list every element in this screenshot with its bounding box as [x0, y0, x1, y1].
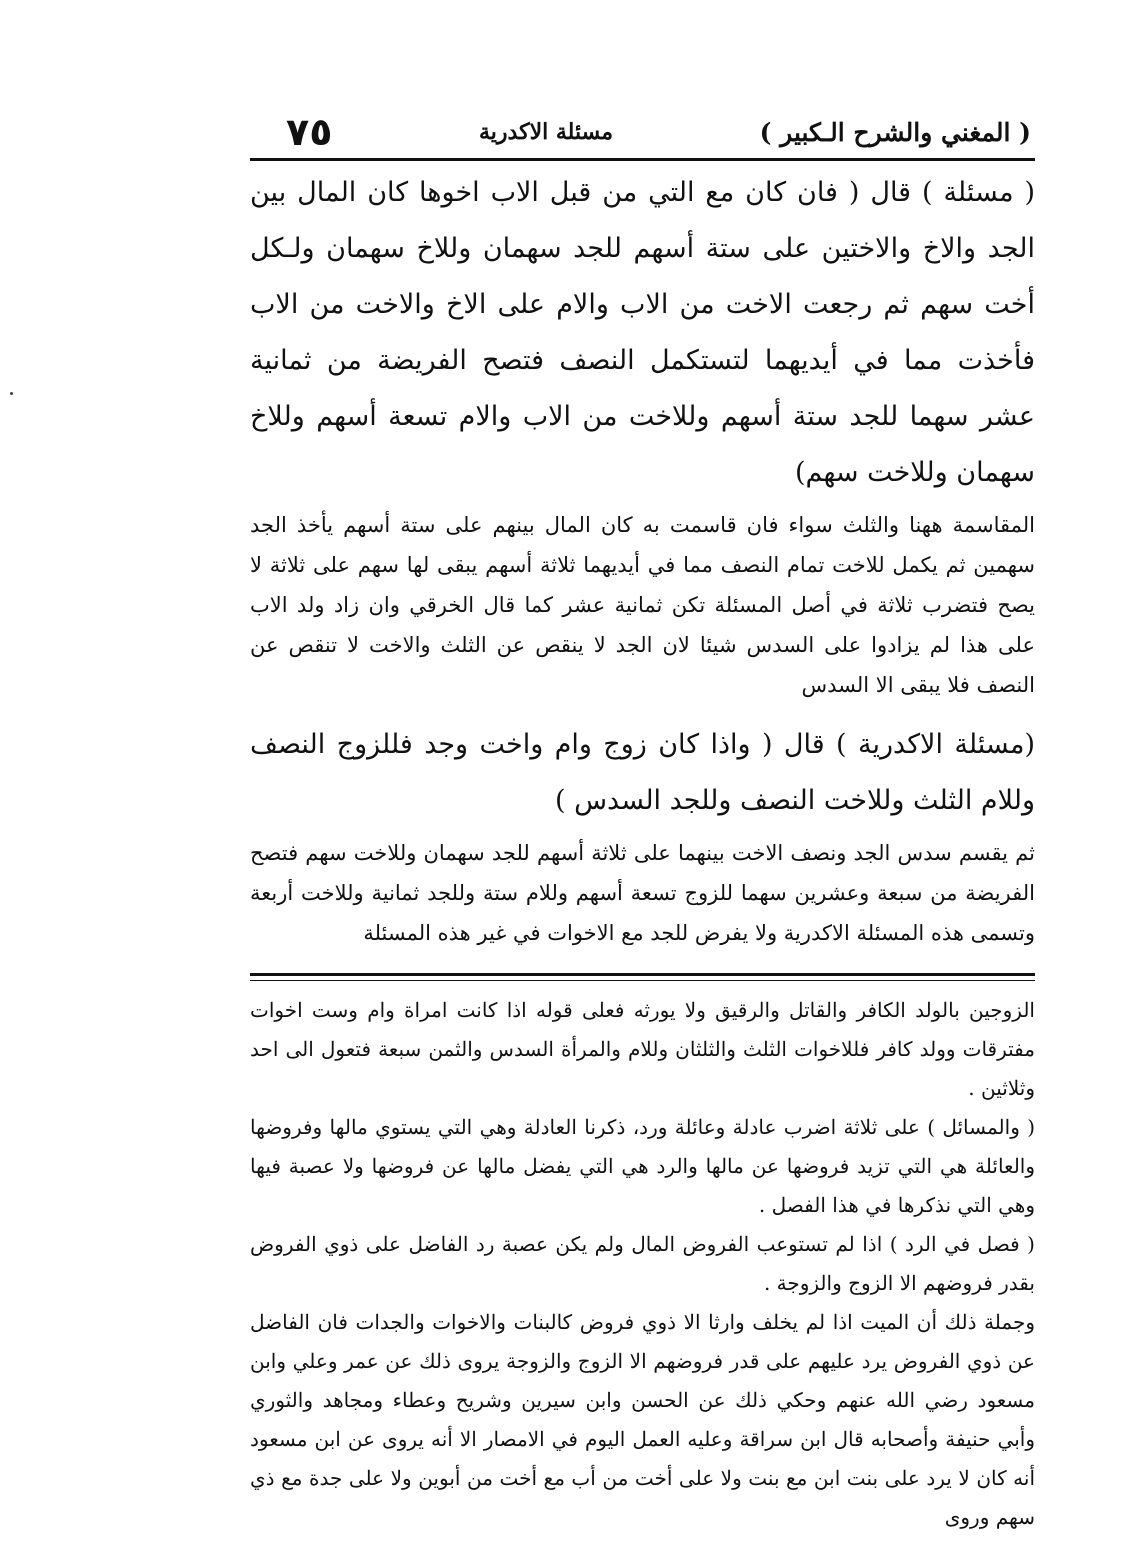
footnote-paragraph: ( والمسائل ) على ثلاثة اضرب عادلة وعائلة ورد، ذكرنا العادلة وهي التي يستوي مالها وفروضها والعائلة هي التي تزيد فروضها عن مالها والرد هي التي يفضل مالها عن فروضها ولا عصبة فيها وهي التي نذكرها في هذا الفصل .	[250, 1115, 1035, 1217]
sharh-paragraph: ثم يقسم سدس الجد ونصف الاخت بينهما على ثلاثة أسهم للجد سهمان وللاخت سهم فتصح الفريضة من سبعة وعشرين سهما للزوج تسعة أسهم وللام ستة وللجد ثمانية وللاخت أربعة وتسمى هذه المسئلة الاكدرية ولا يفرض للجد مع الاخوات في غير هذه المسئلة	[250, 841, 1035, 945]
footnote-paragraph: وجملة ذلك أن الميت اذا لم يخلف وارثا الا ذوي فروض كالبنات والاخوات والجدات فان الفاضل عن ذوي الفروض يرد عليهم على قدر فروضهم الا الزوج والزوجة يروى ذلك عن عمر وعلي وابن مسعود رضي الله عنهم وحكي ذلك عن الحسن وابن سيرين وشريح وعطاء ومجاهد والثوري وأبي حنيفة وأصحابه قال ابن سراقة وعليه العمل اليوم في الامصار الا أنه يروى عن ابن مسعود أنه كان لا يرد على بنت ابن مع بنت ولا على أخت من أب مع أخت من أبوين ولا على جدة مع ذي سهم وروى	[250, 1310, 1035, 1529]
running-header	[250, 108, 1035, 161]
section-title: مسئلة الاكدرية	[479, 119, 614, 145]
sharh-paragraph: المقاسمة ههنا والثلث سواء فان قاسمت به كان المال بينهم على ستة أسهم يأخذ الجد سهمين ثم يكمل للاخت تمام النصف مما في أيديهما ثلاثة أسهم يبقى لها سهم على ثلاثة لا يصح فتضرب ثلاثة في أصل المسئلة تكن ثمانية عشر كما قال الخرقي وان زاد ولد الاب على هذا لم يزادوا على السدس شيئا لان الجد لا ينقص عن الثلث والاخت لا تنقص عن النصف فلا يبقى الا السدس	[250, 513, 1035, 697]
page-number: ٧٥	[286, 110, 333, 154]
book-page	[250, 108, 1035, 1537]
footnote-paragraph: الزوجين بالولد الكافر والقاتل والرقيق ولا يورثه فعلى قوله اذا كانت امراة وام وست اخوات مفترقات وولد كافر فللاخوات الثلث والثلثان وللام والمرأة السدس والثمن سبعة فتعول الى احد وثلاثين .	[250, 998, 1035, 1100]
book-title: ( المغني والشرح الـكبير )	[759, 117, 1031, 147]
page-speck	[10, 392, 13, 395]
matn-paragraph: ( مسئلة ) قال ( فان كان مع التي من قبل الاب اخوها كان المال بين الجد والاخ والاختين على ستة أسهم للجد سهمان وللاخ سهمان ولـكل أخت سهم ثم رجعت الاخت من الاب والام على الاخ والاخت من الاب فأخذت مما في أيديهما لتستكمل النصف فتصح الفريضة من ثمانية عشر سهما للجد ستة أسهم وللاخت من الاب والام تسعة أسهم وللاخ سهمان وللاخت سهم)	[250, 177, 1035, 488]
footnote-paragraph: ( فصل في الرد ) اذا لم تستوعب الفروض المال ولم يكن عصبة رد الفاضل على ذوي الفروض بقدر فروضهم الا الزوج والزوجة .	[250, 1232, 1035, 1295]
matn-paragraph: (مسئلة الاكدرية ) قال ( واذا كان زوج وام واخت وجد فللزوج النصف وللام الثلث وللاخت النصف وللجد السدس )	[250, 729, 1035, 816]
footnote-divider	[250, 973, 1035, 981]
